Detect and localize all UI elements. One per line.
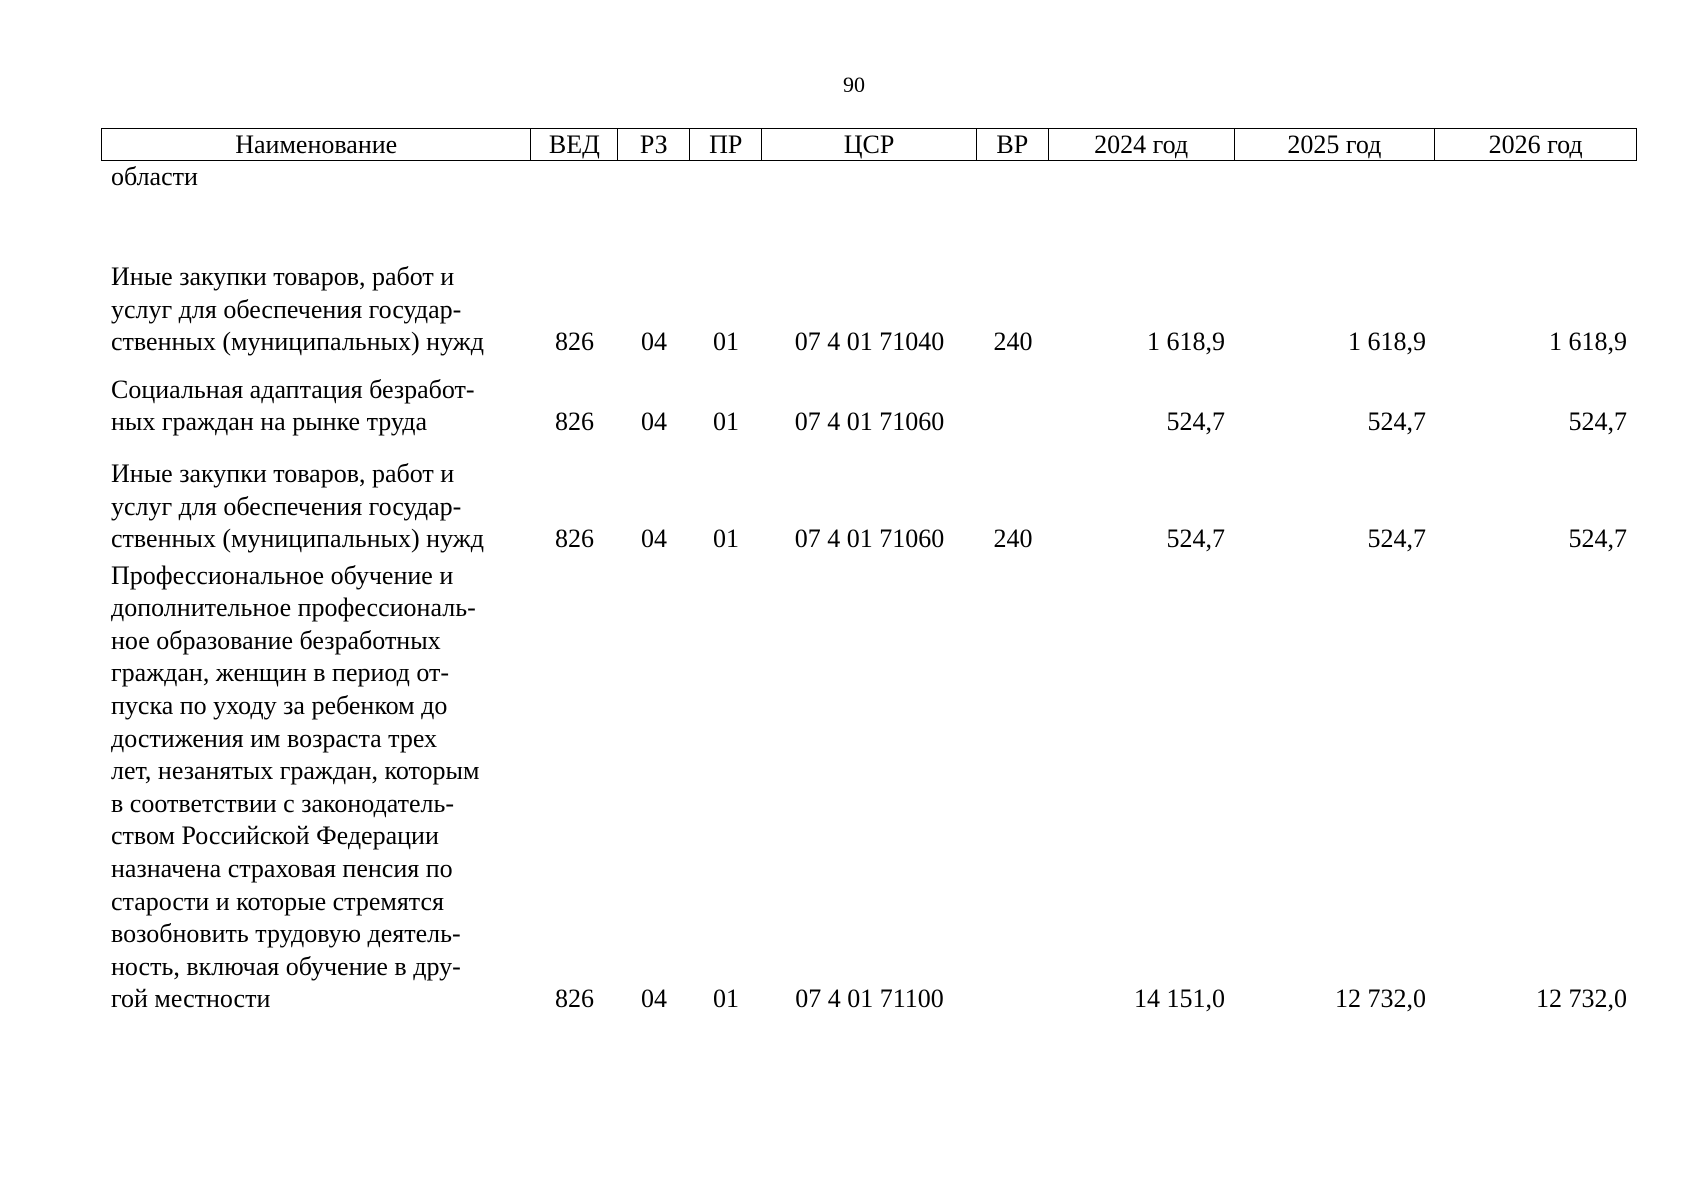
row-csr: 07 4 01 71100 (795, 984, 944, 1014)
row-vr: 240 (993, 327, 1033, 357)
row-pr: 01 (713, 327, 739, 357)
row-vr: 240 (993, 524, 1033, 554)
table-row (101, 556, 1637, 1016)
table-row (101, 237, 1637, 359)
row-ved: 826 (555, 984, 594, 1014)
row-pr: 01 (713, 984, 739, 1014)
row-name: Иные закупки товаров, работ и услуг для обеспечения государ- ственных (муниципальных) нужд (111, 262, 484, 357)
header-csr: ЦСР (762, 129, 977, 160)
row-2025: 12 732,0 (1335, 984, 1426, 1014)
row-name: Профессиональное обучение и дополнительное профессиональ- ное образование безработных граждан, женщин в период от- пуска по уходу за ребенком до достижения им возраста трех лет, незанятых граждан, которым в соответствии с законодатель- ством Российской Федерации назначена страховая пенсия по старости и которые стремятся возобновить трудовую деятель- ность, включая обучение в дру- гой местности (111, 560, 480, 1014)
row-2026: 524,7 (1568, 524, 1627, 554)
row-name: Социальная адаптация безработ- ных граждан на рынке труда (111, 374, 475, 437)
row-rz: 04 (641, 984, 667, 1014)
row-ved: 826 (555, 524, 594, 554)
row-pr: 01 (713, 524, 739, 554)
row-2026: 524,7 (1568, 407, 1627, 437)
table-row (101, 359, 1637, 439)
row-rz: 04 (641, 524, 667, 554)
header-ved: ВЕД (531, 129, 618, 160)
row-ved: 826 (555, 407, 594, 437)
header-rz: РЗ (618, 129, 690, 160)
table-row (101, 439, 1637, 556)
row-2024: 524,7 (1166, 407, 1225, 437)
row-csr: 07 4 01 71060 (794, 407, 945, 437)
row-2024: 14 151,0 (1134, 984, 1225, 1014)
header-2024: 2024 год (1049, 129, 1235, 160)
row-rz: 04 (641, 407, 667, 437)
row-2026: 1 618,9 (1549, 327, 1627, 357)
row-rz: 04 (641, 327, 667, 357)
table-row (101, 161, 1637, 237)
row-2025: 524,7 (1367, 407, 1426, 437)
row-2024: 524,7 (1166, 524, 1225, 554)
page-number: 90 (843, 72, 865, 97)
row-pr: 01 (713, 407, 739, 437)
row-csr: 07 4 01 71040 (794, 327, 945, 357)
row-2025: 1 618,9 (1348, 327, 1426, 357)
header-2026: 2026 год (1488, 130, 1583, 159)
row-2025: 524,7 (1367, 524, 1426, 554)
row-name: Иные закупки товаров, работ и услуг для обеспечения государ- ственных (муниципальных) нужд (111, 459, 484, 554)
row-csr: 07 4 01 71060 (794, 524, 945, 554)
header-name: Наименование (102, 129, 531, 160)
row-2026: 12 732,0 (1536, 984, 1627, 1014)
header-2025: 2025 год (1235, 129, 1436, 160)
header-pr: ПР (690, 129, 762, 160)
row-2024: 1 618,9 (1147, 327, 1225, 357)
row-name: области (111, 162, 198, 191)
table-header (101, 128, 1637, 161)
row-ved: 826 (555, 327, 594, 357)
header-vr: ВР (977, 129, 1049, 160)
table-body (101, 161, 1637, 1016)
